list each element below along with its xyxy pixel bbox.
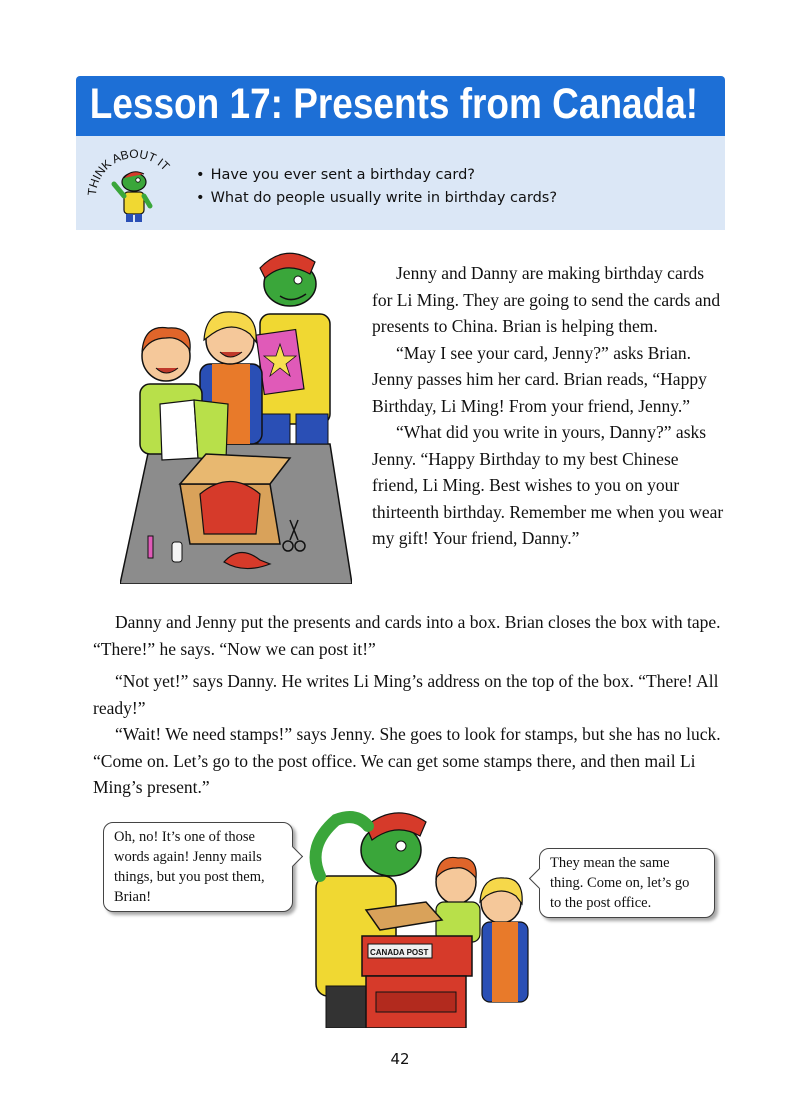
think-about-it-label: THINK ABOUT IT <box>84 146 173 197</box>
story-paragraph: “May I see your card, Jenny?” asks Brian. Jenny passes him her card. Brian reads, “Happy Birthday, Li Ming! From your friend, Jenny.” <box>372 342 707 416</box>
danny-figure <box>436 857 480 942</box>
story-full-block-1 <box>93 609 727 662</box>
speech-bubble-right <box>539 848 715 918</box>
page-number: 42 <box>390 1050 410 1068</box>
think-about-it-box <box>76 136 725 230</box>
story-paragraph: Jenny and Danny are making birthday cards for Li Ming. They are going to send the cards and presents to China. Brian is helping them. <box>372 263 721 336</box>
question-item: • What do people usually write in birthday cards? <box>196 187 557 210</box>
story-column <box>372 260 724 552</box>
pen-icon <box>148 536 153 558</box>
post-box-illustration <box>296 806 542 1028</box>
speech-bubble-text: They mean the same thing. Come on, let’s go to the post office. <box>550 855 690 911</box>
best-wishes-card <box>256 330 304 395</box>
speech-bubble-text: Oh, no! It’s one of those words again! Jenny mails things, but you post them, Brian! <box>114 829 265 905</box>
lesson-title: Lesson 17: Presents from Canada! <box>89 80 699 128</box>
jenny-figure <box>480 878 528 1002</box>
speech-bubble-left <box>103 822 293 912</box>
glue-icon <box>172 542 182 562</box>
think-questions <box>196 164 557 210</box>
think-about-it-emblem <box>82 140 192 228</box>
mailbox-label: CANADA POST <box>370 948 429 957</box>
mascot-icon <box>114 172 150 222</box>
story-paragraph: “What did you write in yours, Danny?” asks Jenny. “Happy Birthday to my best Chinese friend, Li Ming. Best wishes to you on your thirteenth birthday. Remember me when you wear my gift! Your friend, Danny.” <box>372 422 724 548</box>
story-paragraph: “Not yet!” says Danny. He writes Li Ming’s address on the top of the box. “There! All ready!” <box>93 671 719 718</box>
question-item: • Have you ever sent a birthday card? <box>196 164 557 187</box>
story-paragraph: “Wait! We need stamps!” says Jenny. She goes to look for stamps, but she has no luck. “Come on. Let’s go to the post office. We can get some stamps there, and then mail Li Ming’s present.” <box>93 724 721 797</box>
post-box <box>362 936 472 1028</box>
story-paragraph: Danny and Jenny put the presents and cards into a box. Brian closes the box with tape. “There!” he says. “Now we can post it!” <box>93 612 721 659</box>
making-cards-illustration <box>120 244 352 584</box>
story-full-block-2 <box>93 668 727 801</box>
lesson-title-banner <box>76 76 725 136</box>
happy-birthday-card <box>160 400 228 460</box>
